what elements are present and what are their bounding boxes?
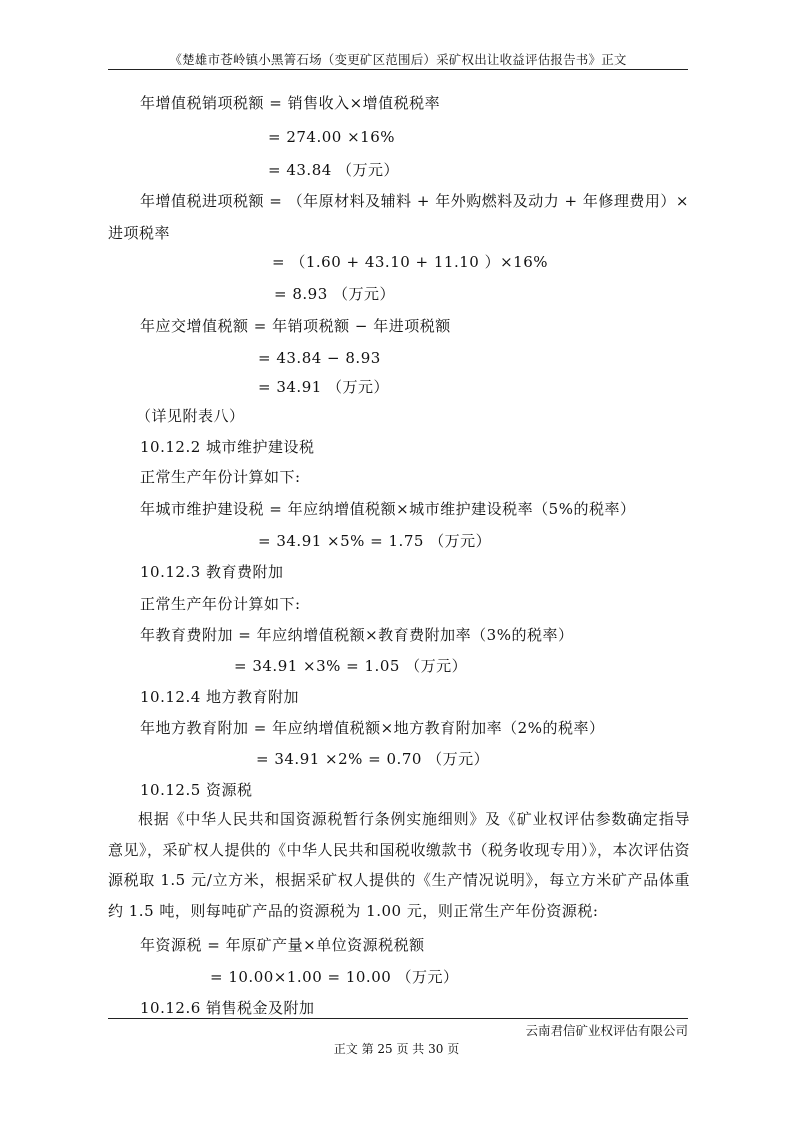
section-heading: 10.12.4 地方教育附加 xyxy=(140,688,300,706)
text-line: 年地方教育附加 = 年应纳增值税额×地方教育附加率（2%的税率） xyxy=(140,719,605,737)
text-line: = 34.91 （万元） xyxy=(258,378,390,396)
text-line: 正常生产年份计算如下: xyxy=(140,595,301,613)
running-header: 《楚雄市苍岭镇小黑箐石场（变更矿区范围后）采矿权出让收益评估报告书》正文 xyxy=(169,52,627,67)
text-line: 年增值税进项税额 = （年原材料及辅料 + 年外购燃料及动力 + 年修理费用）× xyxy=(140,192,689,210)
text-line: = 34.91 ×5% = 1.75 （万元） xyxy=(258,532,492,550)
text-line: = 43.84 − 8.93 xyxy=(258,349,381,367)
company-name: 云南君信矿业权评估有限公司 xyxy=(525,1023,688,1038)
section-heading: 10.12.5 资源税 xyxy=(140,781,253,799)
text-line: = 8.93 （万元） xyxy=(274,285,396,303)
header-divider xyxy=(108,69,688,70)
text-line: 年应交增值税额 = 年销项税额 − 年进项税额 xyxy=(140,317,451,335)
text-line: （详见附表八） xyxy=(136,407,245,425)
section-heading: 10.12.6 销售税金及附加 xyxy=(140,999,315,1017)
text-line: = 274.00 ×16% xyxy=(268,128,395,146)
text-line: = 10.00×1.00 = 10.00 （万元） xyxy=(210,968,459,986)
text-line: 正常生产年份计算如下: xyxy=(140,468,301,486)
text-line: 年教育费附加 = 年应纳增值税额×教育费附加率（3%的税率） xyxy=(140,626,574,644)
text-line: = 34.91 ×3% = 1.05 （万元） xyxy=(234,657,468,675)
text-line: 年增值税销项税额 = 销售收入×增值税税率 xyxy=(140,94,441,112)
text-line: = 34.91 ×2% = 0.70 （万元） xyxy=(256,750,490,768)
section-heading: 10.12.3 教育费附加 xyxy=(140,563,284,581)
text-line: 进项税率 xyxy=(108,224,171,242)
text-line: 年城市维护建设税 = 年应纳增值税额×城市维护建设税率（5%的税率） xyxy=(140,500,636,518)
section-heading: 10.12.2 城市维护建设税 xyxy=(140,438,315,456)
page-number: 正文 第 25 页 共 30 页 xyxy=(333,1042,460,1056)
text-line: = 43.84 （万元） xyxy=(268,161,400,179)
text-line: = （1.60 + 43.10 + 11.10 ）×16% xyxy=(272,253,549,271)
footer-divider xyxy=(108,1018,688,1019)
text-line: 年资源税 = 年原矿产量×单位资源税税额 xyxy=(140,936,425,954)
body-paragraph: 根据《中华人民共和国资源税暂行条例实施细则》及《矿业权评估参数确定指导意见》，采矿权人提供的《中华人民共和国税收缴款书（税务收现专用）》，本次评估资源税取 1.5 元/立方米，根据采矿权人提供的《生产情况说明》，每立方米矿产品体重约 1.5 吨，则每吨矿产品的资源税为 1.00 元，则正常生产年份资源税: xyxy=(108,810,691,920)
